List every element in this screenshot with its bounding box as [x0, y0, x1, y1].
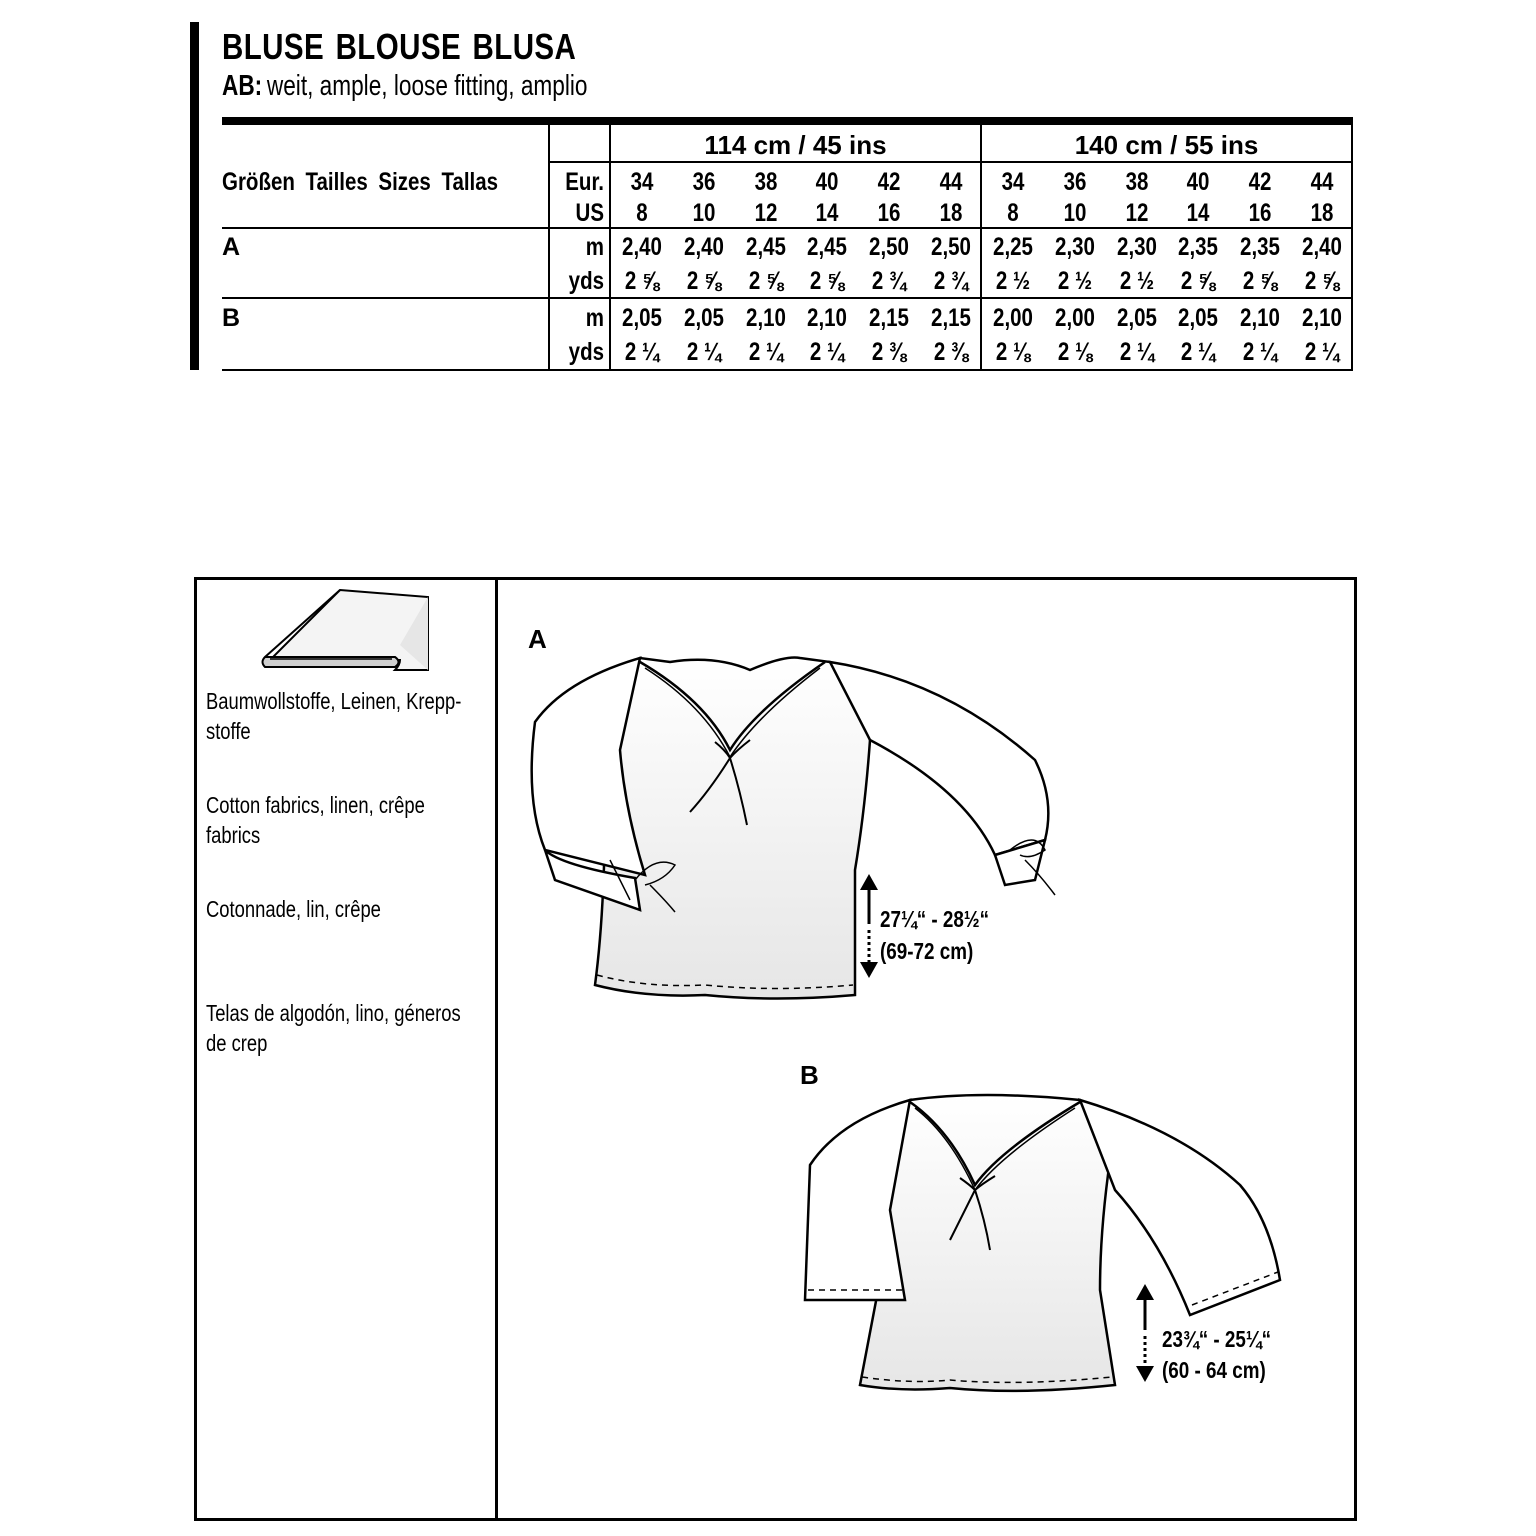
row-a-m-cell: 2,40 [622, 233, 662, 261]
left-accent-bar [190, 22, 199, 370]
row-a-m-cell: 2,30 [1054, 233, 1095, 261]
row-a-m-cell: 2,45 [807, 233, 848, 261]
view-a-length-ins: 27¼“ - 28½“ [880, 906, 990, 932]
table-divider-right [1351, 125, 1353, 371]
size-eur-cell: 36 [692, 168, 716, 196]
row-b-yds-cell: 2 ¼ [1119, 338, 1154, 366]
row-a-m-cell: 2,35 [1178, 233, 1219, 261]
table-rule-row-a [222, 297, 1353, 299]
fabric-text-de: Baumwollstoffe, Leinen, Krepp-stoffe [206, 688, 462, 744]
row-b-m-cell: 2,10 [807, 304, 848, 332]
size-us-cell: 8 [1007, 199, 1019, 227]
row-a-yds-cell: 2 ½ [1057, 267, 1092, 295]
row-a-m-cell: 2,30 [1116, 233, 1157, 261]
row-a-yds-cell: 2 ½ [1119, 267, 1154, 295]
title-word-fr: BLOUSE [335, 26, 462, 67]
row-a-m-cell: 2,40 [1302, 233, 1342, 261]
row-b-m-cell: 2,10 [1240, 304, 1281, 332]
size-us-cell: 12 [1125, 199, 1148, 227]
row-b-m-cell: 2,15 [931, 304, 971, 332]
title-word-es: BLUSA [472, 26, 577, 67]
row-a-yds-cell: 2 ⅝ [748, 267, 783, 295]
view-b-length-cm: (60 - 64 cm) [1162, 1357, 1266, 1383]
size-eur-cell: 40 [1186, 168, 1210, 196]
row-a-yds-cell: 2 ⅝ [1243, 267, 1278, 295]
size-eur-cell: 36 [1063, 168, 1087, 196]
fabric-text-es: Telas de algodón, lino, géneros de crep [206, 1000, 461, 1056]
size-eur-cell: 44 [1310, 168, 1334, 196]
row-a-m-cell: 2,50 [869, 233, 910, 261]
row-b-yds-cell: 2 ⅛ [995, 338, 1031, 366]
row-a-yds-cell: 2 ⅝ [1181, 267, 1216, 295]
table-rule-row-b [222, 369, 1353, 371]
row-a-m-cell: 2,40 [683, 233, 724, 261]
row-a-yds-label: yds [568, 267, 604, 295]
row-a-yds-cell: 2 ⅝ [1304, 267, 1340, 295]
row-a-yds-cell: 2 ⅝ [686, 267, 721, 295]
sizes-label: Größen Tailles Sizes Tallas [222, 168, 499, 196]
size-us-cell: 16 [877, 199, 901, 227]
row-a-m-cell: 2,35 [1240, 233, 1281, 261]
table-top-rule [222, 117, 1353, 125]
size-us-cell: 10 [1063, 199, 1087, 227]
page-subtitle [222, 70, 587, 103]
size-eur-cell: 42 [877, 168, 901, 196]
row-a-m-label: m [585, 233, 604, 261]
width-header-140: 140 cm / 55 ins [1074, 130, 1259, 160]
row-b-yds-label: yds [568, 338, 604, 366]
row-b-m-cell: 2,05 [1178, 304, 1219, 332]
page-title [222, 26, 588, 68]
width-header-114: 114 cm / 45 ins [704, 130, 887, 160]
row-a-yds-cell: 2 ⅝ [810, 267, 845, 295]
panel-divider [495, 577, 498, 1521]
size-eur-cell: 40 [815, 168, 839, 196]
row-a-yds-cell: 2 ¾ [933, 267, 969, 295]
row-a-m-cell: 2,50 [931, 233, 971, 261]
row-b-yds-cell: 2 ¼ [686, 338, 721, 366]
row-b-m-cell: 2,05 [683, 304, 724, 332]
length-arrow-b-icon [1134, 1282, 1156, 1384]
title-word-de: BLUSE [222, 26, 325, 67]
subtitle-label: AB: [222, 70, 263, 102]
subtitle-text: weit, ample, loose fitting, amplio [266, 70, 588, 102]
row-b-yds-cell: 2 ⅜ [933, 338, 969, 366]
row-b-m-cell: 2,05 [1116, 304, 1157, 332]
row-b-m-cell: 2,15 [869, 304, 910, 332]
row-b-yds-cell: 2 ¼ [1243, 338, 1278, 366]
row-b-m-label: m [585, 304, 604, 332]
view-a-letter: A [528, 624, 547, 654]
row-b-m-cell: 2,10 [745, 304, 786, 332]
row-b-m-cell: 2,00 [1054, 304, 1095, 332]
row-b-yds-cell: 2 ⅛ [1057, 338, 1092, 366]
blouse-a-drawing [525, 650, 1075, 1010]
size-eur-cell: 38 [754, 168, 777, 196]
eur-label: Eur. [565, 168, 604, 196]
row-b-yds-cell: 2 ¼ [1304, 338, 1340, 366]
row-b-m-cell: 2,05 [622, 304, 662, 332]
size-eur-cell: 34 [630, 168, 654, 196]
row-b-yds-cell: 2 ¼ [1181, 338, 1216, 366]
size-eur-cell: 42 [1248, 168, 1272, 196]
size-us-cell: 18 [1310, 199, 1334, 227]
row-b-m-cell: 2,00 [993, 304, 1033, 332]
fabric-text-fr: Cotonnade, lin, crêpe [206, 896, 381, 922]
folded-fabric-icon [250, 585, 440, 680]
size-us-cell: 12 [754, 199, 777, 227]
fabric-text-en: Cotton fabrics, linen, crêpe fabrics [206, 792, 425, 848]
size-eur-cell: 38 [1125, 168, 1148, 196]
size-eur-cell: 34 [1001, 168, 1025, 196]
us-label: US [575, 199, 604, 227]
row-b-yds-cell: 2 ⅜ [872, 338, 907, 366]
size-us-cell: 14 [1186, 199, 1210, 227]
row-b-yds-cell: 2 ¼ [810, 338, 845, 366]
table-rule-widths [548, 161, 1353, 163]
row-a-m-cell: 2,25 [993, 233, 1033, 261]
size-us-cell: 18 [939, 199, 963, 227]
row-b-yds-cell: 2 ¼ [624, 338, 660, 366]
view-b-length-ins: 23¾“ - 25¼“ [1162, 1326, 1272, 1352]
size-us-cell: 14 [815, 199, 839, 227]
table-divider-width [980, 125, 982, 371]
view-a-length-cm: (69-72 cm) [880, 938, 974, 964]
table-divider-unit [609, 125, 611, 371]
length-arrow-a-icon [858, 872, 880, 980]
view-b-letter: B [800, 1060, 819, 1090]
size-us-cell: 10 [692, 199, 716, 227]
row-a-yds-cell: 2 ⅝ [624, 267, 660, 295]
row-a-label: A [222, 233, 241, 261]
size-eur-cell: 44 [939, 168, 963, 196]
row-a-yds-cell: 2 ¾ [872, 267, 907, 295]
row-b-yds-cell: 2 ¼ [748, 338, 783, 366]
row-b-label: B [222, 304, 241, 332]
row-b-m-cell: 2,10 [1302, 304, 1342, 332]
size-us-cell: 16 [1248, 199, 1272, 227]
row-a-yds-cell: 2 ½ [995, 267, 1031, 295]
row-a-m-cell: 2,45 [745, 233, 786, 261]
size-us-cell: 8 [636, 199, 648, 227]
